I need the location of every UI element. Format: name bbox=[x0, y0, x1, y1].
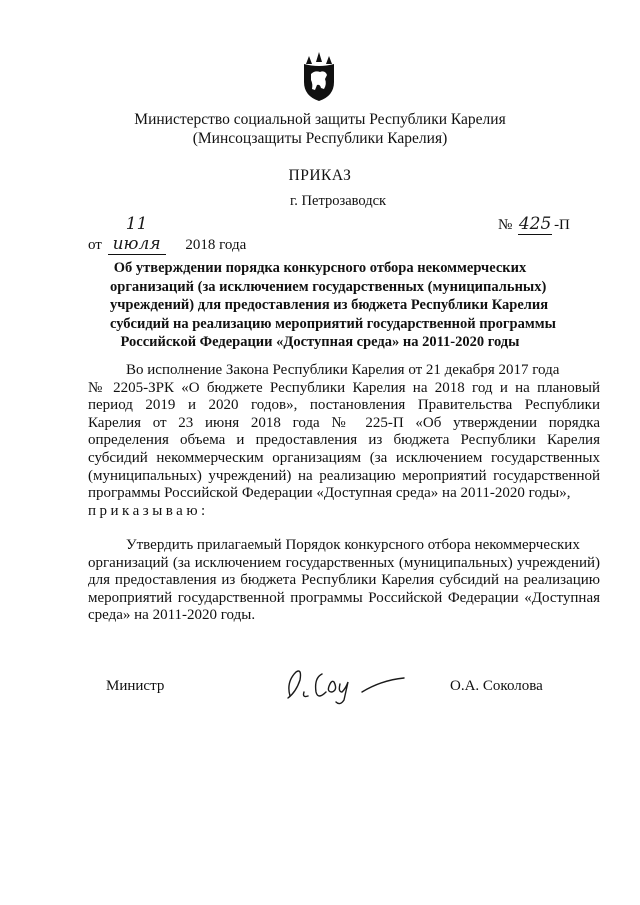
order-subject bbox=[110, 259, 556, 352]
date-year: 2018 года bbox=[185, 237, 247, 253]
karelia-coat-of-arms-bear-icon bbox=[300, 52, 338, 102]
ministry-short-name: (Минсоцзащиты Республики Карелия) bbox=[192, 130, 448, 147]
number-handwritten: 425 bbox=[518, 214, 552, 234]
decision-line: среда» на 2011-2020 годы. bbox=[88, 607, 256, 624]
ministry-name: Министерство социальной защиты Республики Карелия bbox=[134, 111, 506, 128]
order-date bbox=[88, 214, 246, 255]
decision-line: Утвердить прилагаемый Порядок конкурсного отбора некоммерческих bbox=[126, 537, 580, 553]
preamble-line: программы Российской Федерации «Доступная среда» на 2011-2020 годы», bbox=[88, 485, 571, 502]
order-number bbox=[498, 214, 570, 235]
number-suffix: -П bbox=[554, 217, 570, 233]
ministry-header bbox=[0, 110, 640, 148]
subject-line: учреждений) для предоставления из бюджета Республики Карелия bbox=[110, 297, 549, 313]
decision-line: организаций (за исключением государственных (муниципальных) учреждений) bbox=[88, 554, 600, 571]
preamble-line: Во исполнение Закона Республики Карелия от 21 декабря 2017 года bbox=[126, 362, 560, 378]
decision-line: мероприятий государственной программы Российской Федерации «Доступная bbox=[88, 589, 600, 606]
subject-line: Об утверждении порядка конкурсного отбора некоммерческих bbox=[113, 260, 527, 276]
preamble-line: период 2019 и 2020 годов», постановления Правительства Республики bbox=[88, 397, 600, 414]
signatory-position: Министр bbox=[106, 678, 165, 694]
subject-line: Российской Федерации «Доступная среда» на 2011-2020 годы bbox=[120, 334, 520, 350]
order-title: ПРИКАЗ bbox=[288, 167, 352, 184]
decision-line: для предоставления из бюджета Республики Карелия субсидий на реализацию bbox=[88, 572, 600, 589]
signatory-name: О.А. Соколова bbox=[450, 678, 543, 694]
subject-line: организаций (за исключением государственных (муниципальных) bbox=[110, 278, 547, 295]
date-prefix: от bbox=[88, 237, 102, 253]
preamble bbox=[88, 362, 600, 520]
preamble-line: субсидий некоммерческим организациям (за исключением государственных bbox=[88, 449, 600, 466]
preamble-line: определения объема и предоставления из бюджета Республики Карелия bbox=[88, 432, 600, 449]
subject-line: субсидий на реализацию мероприятий государственной программы bbox=[110, 315, 556, 332]
date-handwritten: 11 июля bbox=[108, 214, 166, 255]
city: г. Петрозаводск bbox=[290, 193, 387, 209]
preamble-line: Карелия от 23 июня 2018 года № 225-П «Об утверждении порядка bbox=[88, 414, 600, 431]
preamble-line: (муниципальных) учреждений) на реализацию мероприятий государственной bbox=[88, 467, 600, 484]
order-word: приказываю: bbox=[88, 502, 209, 519]
decision bbox=[88, 537, 600, 625]
number-prefix: № bbox=[498, 217, 513, 233]
preamble-line: № 2205-ЗРК «О бюджете Республики Карелия на 2018 год и на плановый bbox=[88, 379, 600, 396]
handwritten-signature bbox=[282, 662, 412, 706]
